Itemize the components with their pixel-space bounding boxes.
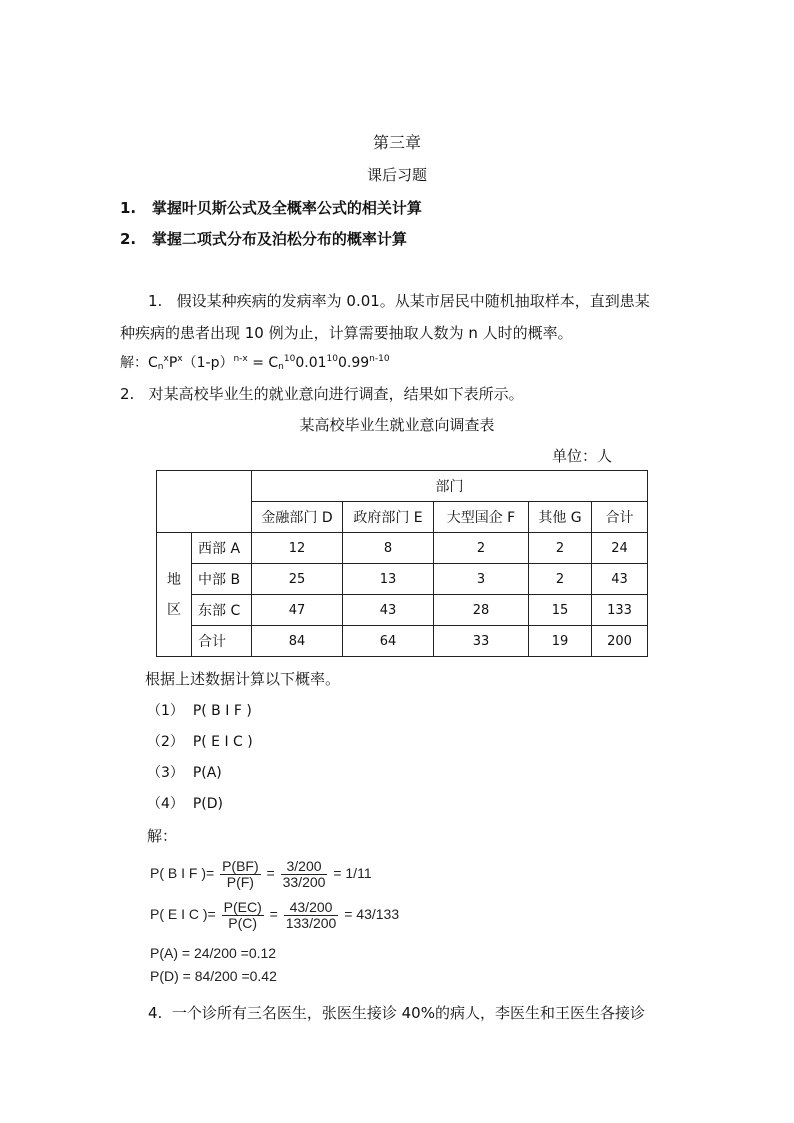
problem-1-text-1: 假设某种疾病的发病率为 0.01。从某市居民中随机抽取样本，直到患某 [176, 292, 650, 310]
column-header: 政府部门 E [343, 502, 434, 533]
fraction [284, 900, 339, 931]
column-header: 金融部门 D [252, 502, 343, 533]
answer-lhs: P( E I C )= [150, 906, 216, 923]
objective-2 [120, 228, 407, 249]
table-cell: 133 [592, 595, 648, 626]
header-group-cell: 部门 [252, 471, 648, 502]
problem-1-line-2: 种疾病的患者出现 10 例为止，计算需要抽取人数为 n 人时的概率。 [120, 324, 573, 342]
table-cell: 2 [529, 564, 592, 595]
row-label: 东部 C [192, 595, 252, 626]
objective-1-text: 掌握叶贝斯公式及全概率公式的相关计算 [151, 199, 422, 217]
question-text: P( E I C ) [192, 734, 253, 750]
table-cell: 2 [529, 533, 592, 564]
answer-result: = 1/11 [333, 865, 372, 882]
answer-3: P(A) = 24/200 =0.12 [150, 945, 277, 961]
answer-4: P(D) = 84/200 =0.42 [150, 968, 277, 984]
question-2 [147, 731, 253, 751]
question-text: P( B I F ) [192, 703, 252, 719]
table-row [157, 595, 648, 626]
table-corner-cell [157, 471, 252, 533]
table-cell: 84 [252, 626, 343, 657]
table-row [157, 564, 648, 595]
problem-2-line [120, 383, 524, 404]
table-unit: 单位：人 [552, 447, 613, 465]
table-row [157, 533, 648, 564]
formula-base: 0.01 [295, 355, 327, 371]
question-3 [147, 762, 222, 782]
question-1 [147, 700, 252, 720]
solution-2-label: 解： [147, 827, 178, 845]
instruction-text: 根据上述数据计算以下概率。 [145, 670, 341, 688]
subtitle: 课后习题 [366, 166, 427, 184]
question-num: （1） [147, 703, 184, 719]
table-cell: 64 [343, 626, 434, 657]
table-title: 某高校毕业生就业意向调查表 [299, 416, 495, 434]
answer-lhs: P( B I F )= [150, 865, 215, 882]
region-label-char: 区 [167, 601, 181, 618]
fraction-numerator: P(EC) [223, 899, 262, 915]
problem-1-line-1 [148, 290, 650, 311]
fraction-denominator: P(C) [228, 915, 258, 931]
column-header: 合计 [592, 502, 648, 533]
formula-c: C [268, 355, 279, 371]
table-cell: 15 [529, 595, 592, 626]
survey-table [156, 470, 648, 657]
table-cell: 43 [592, 564, 648, 595]
fraction [220, 859, 261, 890]
table-cell: 3 [434, 564, 529, 595]
table-header-row [157, 471, 648, 502]
table-row [157, 626, 648, 657]
equals-sign: = [266, 865, 275, 882]
formula-sub: n [278, 362, 284, 372]
equals-sign: = [269, 906, 278, 923]
fraction-numerator: P(BF) [222, 858, 259, 874]
formula-mid: （1-p） [182, 355, 234, 371]
problem-4-text: 一个诊所有三名医生，张医生接诊 40%的病人，李医生和王医生各接诊 [171, 1004, 645, 1022]
formula-sup: n-10 [369, 354, 390, 364]
formula-p: P [168, 355, 178, 371]
row-label: 合计 [192, 626, 252, 657]
fraction [281, 859, 328, 890]
fraction-numerator: 3/200 [281, 859, 328, 875]
region-label-char: 地 [167, 571, 181, 588]
answer-result: = 43/133 [344, 906, 400, 923]
problem-4-line [148, 1002, 645, 1023]
objective-2-num: 2. [120, 230, 137, 248]
table-cell: 8 [343, 533, 434, 564]
question-num: （2） [147, 734, 184, 750]
problem-1-solution [120, 352, 390, 372]
table-cell: 24 [592, 533, 648, 564]
question-num: （3） [147, 765, 184, 781]
objective-1-num: 1. [120, 199, 137, 217]
answer-1 [150, 859, 372, 890]
answer-2 [150, 900, 399, 931]
table-cell: 25 [252, 564, 343, 595]
fraction [222, 900, 264, 931]
problem-2-num: 2. [120, 385, 135, 403]
question-4 [147, 793, 223, 813]
formula-sup: x [177, 354, 183, 364]
formula-c: C [148, 355, 158, 371]
table-cell: 19 [529, 626, 592, 657]
fraction-denominator: P(F) [226, 874, 254, 890]
problem-2-text: 对某高校毕业生的就业意向进行调查，结果如下表所示。 [148, 385, 524, 403]
table-cell: 43 [343, 595, 434, 626]
table-cell: 200 [592, 626, 648, 657]
formula-sup: x [163, 354, 169, 364]
problem-4-num: 4. [148, 1004, 163, 1022]
table-cell: 13 [343, 564, 434, 595]
solution-label: 解： [120, 355, 148, 371]
formula-sup: n-x [233, 354, 248, 364]
table-cell: 2 [434, 533, 529, 564]
objective-1 [120, 197, 422, 218]
chapter-title: 第三章 [372, 133, 421, 152]
fraction-denominator: 33/200 [282, 874, 326, 890]
formula-base: 0.99 [337, 355, 370, 371]
column-header: 其他 G [529, 502, 592, 533]
row-label: 西部 A [192, 533, 252, 564]
table-cell: 12 [252, 533, 343, 564]
formula-sup: 10 [283, 354, 296, 364]
question-text: P(A) [192, 765, 222, 781]
row-label: 中部 B [192, 564, 252, 595]
column-header: 大型国企 F [434, 502, 529, 533]
formula-sup: 10 [326, 354, 338, 364]
formula-eq: = [247, 355, 269, 371]
objective-2-text: 掌握二项式分布及泊松分布的概率计算 [151, 230, 407, 248]
fraction-denominator: 133/200 [285, 915, 337, 931]
problem-1-num: 1. [148, 292, 163, 310]
table-cell: 28 [434, 595, 529, 626]
question-text: P(D) [192, 796, 223, 812]
table-cell: 47 [252, 595, 343, 626]
formula-sub: n [157, 362, 164, 372]
table-cell: 33 [434, 626, 529, 657]
question-num: （4） [147, 796, 184, 812]
fraction-numerator: 43/200 [284, 900, 339, 916]
region-label-cell [157, 533, 192, 657]
